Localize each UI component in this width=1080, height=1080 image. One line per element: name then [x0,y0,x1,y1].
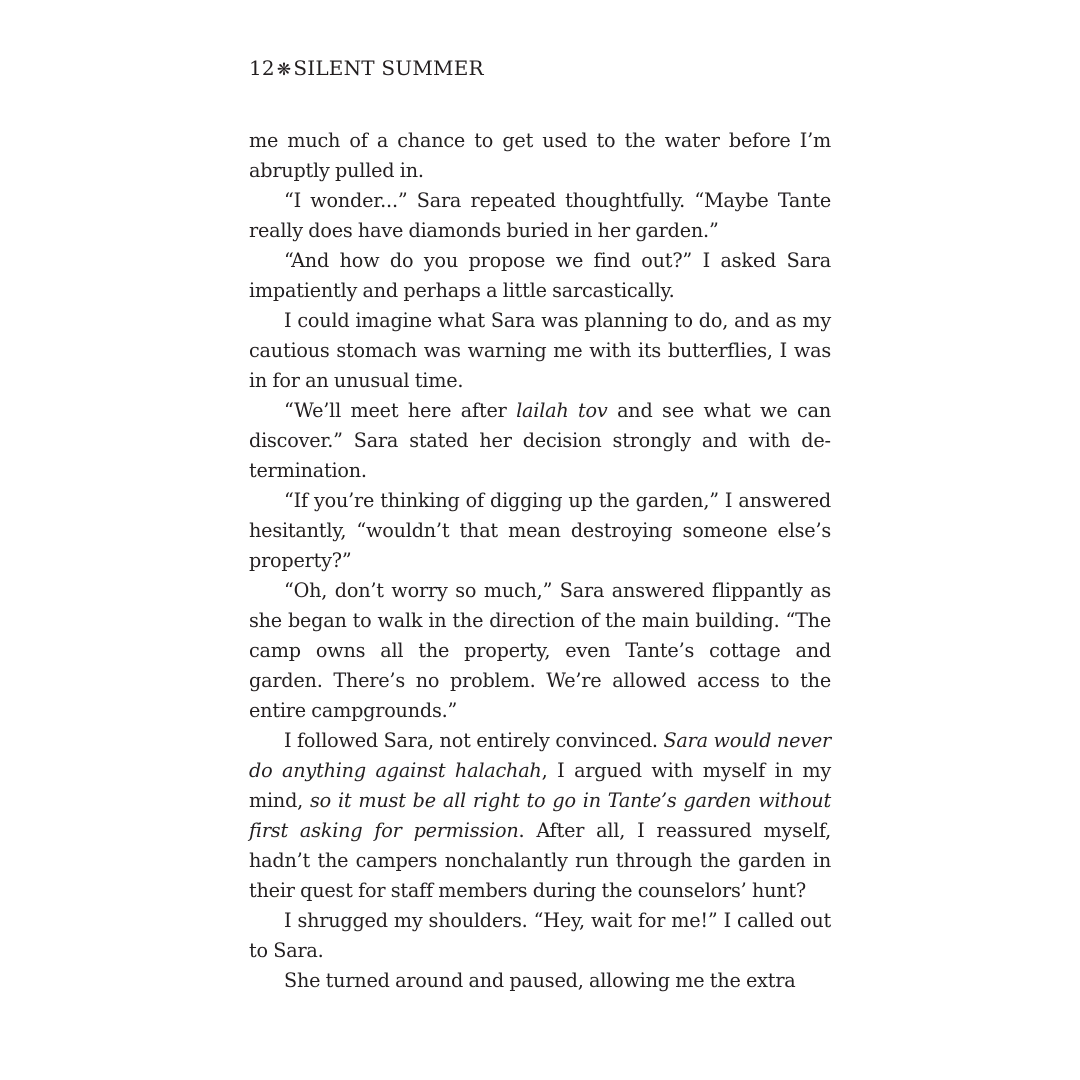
paragraph [249,966,831,996]
text-run: “I wonder...” Sara repeated thoughtfully. “Maybe Tante really does have diamonds buried in her garden.” [249,189,831,242]
text-run: I could imagine what Sara was planning to do, and as my cautious stomach was warning me with its butterflies, I was in for an unusual time. [249,309,831,392]
book-page [249,52,831,996]
text-run: “We’ll meet here after [284,399,517,422]
paragraph [249,246,831,306]
text-run: “Oh, don’t worry so much,” Sara answered flippantly as she began to walk in the direction of the main building. “The camp owns all the property, even Tante’s cottage and garden. There’s no problem. We’re allowed access to the entire campgrounds.” [249,579,831,722]
italic-text: lailah tov [516,399,608,422]
text-run: , I argued with myself in my mind, [249,759,831,812]
italic-text: so it must be all right to go in Tante’s garden without first asking for permission [249,789,831,842]
paragraph [249,726,831,906]
paragraph [249,576,831,726]
paragraph [249,126,831,186]
text-run: and see what we can discover.” Sara stated her decision strongly and with determination. [249,399,831,482]
text-run: . After all, I reassured myself, hadn’t the campers nonchalantly run through the garden in their quest for staff members during the counselors’ hunt? [249,819,831,902]
running-head [249,52,831,86]
text-run: I shrugged my shoulders. “Hey, wait for me!” I called out to Sara. [249,909,831,962]
paragraph [249,486,831,576]
page-number: 12 [249,56,275,80]
text-run: “If you’re thinking of digging up the garden,” I answered hesitantly, “wouldn’t that mean destroying someone else’s property?” [249,489,831,572]
paragraph [249,396,831,486]
text-run: I followed Sara, not entirely convinced. [284,729,664,752]
body-text [249,126,831,996]
text-run: She turned around and paused, allowing me the extra [284,969,796,992]
flower-ornament-icon: ❋ [276,60,292,80]
paragraph [249,906,831,966]
italic-text: Sara would never do anything against halachah [249,729,831,782]
text-run: “And how do you propose we find out?” I asked Sara impatiently and perhaps a little sarcastically. [249,249,831,302]
paragraph [249,186,831,246]
paragraph [249,306,831,396]
book-title: SILENT SUMMER [293,56,484,80]
text-run: me much of a chance to get used to the water before I’m abruptly pulled in. [249,129,831,182]
